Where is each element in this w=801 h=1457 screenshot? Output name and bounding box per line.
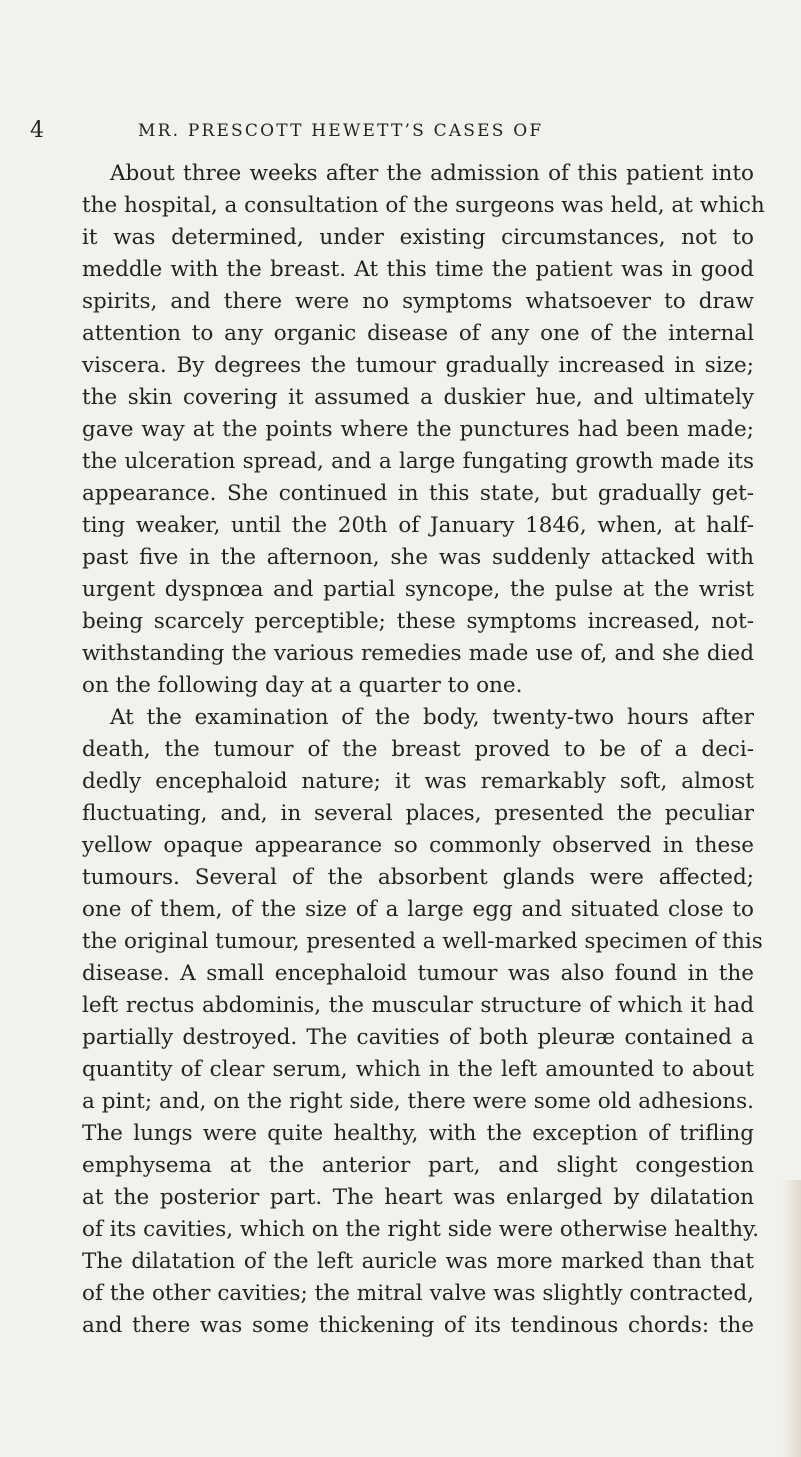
text-line: and there was some thickening of its tendinous chords: the — [82, 1313, 754, 1338]
text-line: on the following day at a quarter to one. — [82, 673, 523, 698]
text-line: quantity of clear serum, which in the left amounted to about — [82, 1057, 754, 1082]
text-line: The lungs were quite healthy, with the exception of trifling — [82, 1121, 754, 1146]
page-edge-shadow — [783, 1180, 801, 1457]
text-line: the original tumour, presented a well-marked specimen of this — [82, 929, 763, 954]
text-line: meddle with the breast. At this time the patient was in good — [82, 257, 754, 282]
text-line: gave way at the points where the punctures had been made; — [82, 417, 754, 442]
text-line: of its cavities, which on the right side were otherwise healthy. — [82, 1217, 760, 1242]
text-line: at the posterior part. The heart was enlarged by dilatation — [82, 1185, 754, 1210]
text-line: spirits, and there were no symptoms whatsoever to draw — [82, 289, 754, 314]
text-line: emphysema at the anterior part, and slight congestion — [82, 1153, 754, 1178]
text-line: partially destroyed. The cavities of both pleuræ contained a — [82, 1025, 754, 1050]
text-line: fluctuating, and, in several places, presented the peculiar — [82, 801, 754, 826]
text-line: it was determined, under existing circumstances, not to — [82, 225, 754, 250]
text-line: dedly encephaloid nature; it was remarkably soft, almost — [82, 769, 754, 794]
text-line: death, the tumour of the breast proved to be of a deci- — [82, 737, 754, 762]
text-line: of the other cavities; the mitral valve was slightly contracted, — [82, 1281, 754, 1306]
text-line: yellow opaque appearance so commonly observed in these — [82, 833, 754, 858]
text-line: viscera. By degrees the tumour gradually increased in size; — [82, 353, 754, 378]
text-line: tumours. Several of the absorbent glands were affected; — [82, 865, 754, 890]
text-line: being scarcely perceptible; these symptoms increased, not- — [82, 609, 754, 634]
text-line: urgent dyspnœa and partial syncope, the pulse at the wrist — [82, 577, 754, 602]
text-line: one of them, of the size of a large egg and situated close to — [82, 897, 754, 922]
text-line: the skin covering it assumed a duskier hue, and ultimately — [82, 385, 754, 410]
running-title: MR. PRESCOTT HEWETT’S CASES OF — [138, 121, 544, 141]
text-line: a pint; and, on the right side, there were some old adhesions. — [82, 1089, 754, 1114]
text-line: ting weaker, until the 20th of January 1846, when, at half- — [82, 513, 754, 538]
text-line: withstanding the various remedies made use of, and she died — [82, 641, 754, 666]
text-line: About three weeks after the admission of this patient into — [110, 161, 754, 186]
text-line: At the examination of the body, twenty-two hours after — [110, 705, 754, 730]
text-line: disease. A small encephaloid tumour was also found in the — [82, 961, 754, 986]
text-line: the ulceration spread, and a large fungating growth made its — [82, 449, 754, 474]
page-header — [30, 118, 771, 148]
text-line: the hospital, a consultation of the surgeons was held, at which — [82, 193, 765, 218]
text-line: attention to any organic disease of any one of the internal — [82, 321, 754, 346]
text-line: The dilatation of the left auricle was more marked than that — [82, 1249, 754, 1274]
text-line: left rectus abdominis, the muscular structure of which it had — [82, 993, 754, 1018]
text-line: appearance. She continued in this state, but gradually get- — [82, 481, 754, 506]
text-line: past five in the afternoon, she was suddenly attacked with — [82, 545, 754, 570]
page-number: 4 — [30, 118, 44, 143]
